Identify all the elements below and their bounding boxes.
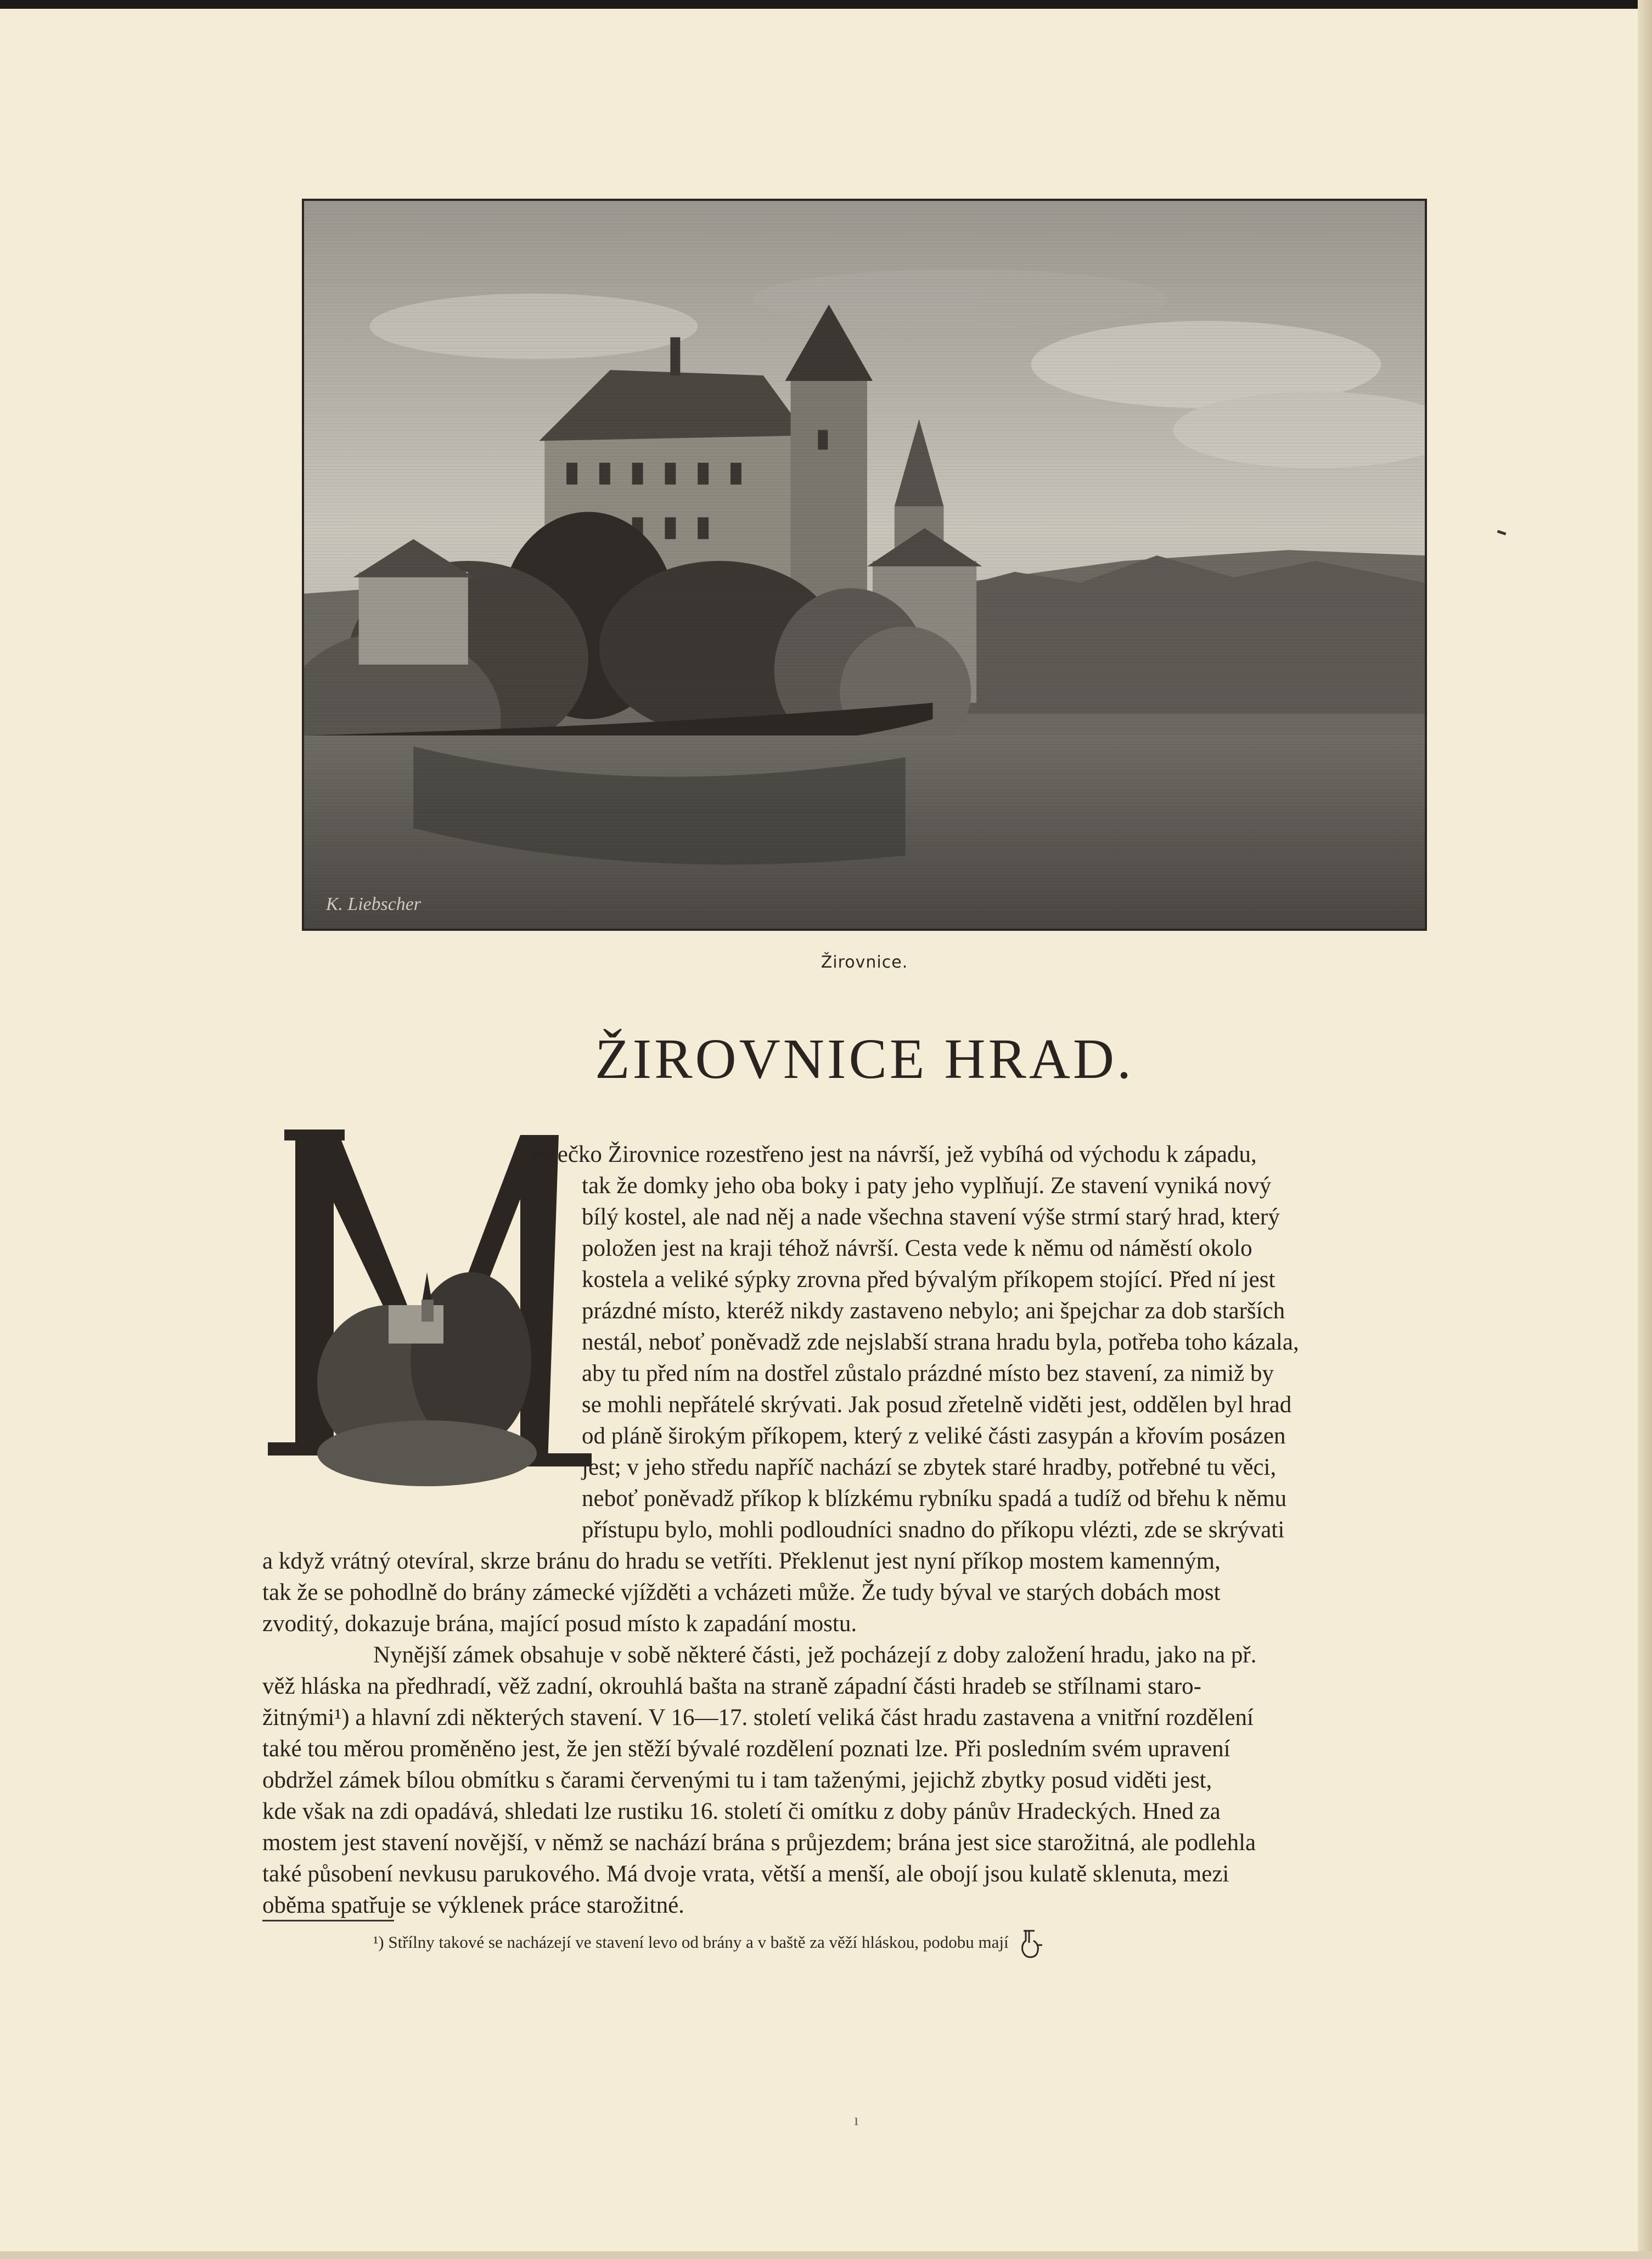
p1-line-8: aby tu před ním na dostřel zůstalo prázdné místo bez stavení, za nimiž by — [582, 1361, 1274, 1386]
page-edge-bottom — [0, 2251, 1652, 2259]
decorative-initial — [262, 1124, 592, 1503]
p1-line-11: jest; v jeho středu napříč nachází se zbytek staré hradby, potřebné tu věci, — [582, 1454, 1277, 1480]
footnote-text: ¹) Střílny takové se nacházejí ve stavení levo od brány a v baště za věží hláskou, podobu mají — [373, 1932, 1009, 1952]
p2-line-6: kde však na zdi opadává, shledati lze rustiku 16. století či omítku z doby pánův Hradeckých. Hned za — [262, 1799, 1221, 1824]
p2-line-7: mostem jest stavení novější, v němž se nachází brána s průjezdem; brána jest sice starožitná, ale podlehla — [262, 1830, 1256, 1856]
footnote — [373, 1929, 1043, 1959]
p1-line-3: bílý kostel, ale nad něj a nade všechna stavení výše strmí starý hrad, který — [582, 1204, 1280, 1230]
engraving-hatching — [304, 201, 1425, 929]
p2-line-1: Nynější zámek obsahuje v sobě některé části, jež pocházejí z doby založení hradu, jako na př. — [373, 1642, 1257, 1668]
p1-line-2: tak že domky jeho oba boky i paty jeho vyplňují. Ze stavení vyniká nový — [582, 1173, 1272, 1199]
p1-line-4: položen jest na kraji téhož návrší. Cesta vede k němu od náměstí okolo — [582, 1235, 1252, 1261]
p1-line-7: nestál, neboť poněvadž zde nejslabší strana hradu byla, potřeba toho kázala, — [582, 1329, 1299, 1355]
castle-engraving — [302, 199, 1427, 931]
artist-signature: K. Liebscher — [325, 894, 421, 915]
article-title: ŽIROVNICE HRAD. — [594, 1027, 1134, 1091]
footnote-rule — [262, 1920, 394, 1921]
p2-line-5: obdržel zámek bílou obmítku s čarami červenými tu i tam taženými, jejichž zbytky posud viděti jest, — [262, 1767, 1212, 1793]
vignette-trees — [317, 1272, 537, 1486]
p1-line-15: tak že se pohodlně do brány zámecké vjížděti a vcházeti může. Že tudy býval ve starých dobách most — [262, 1580, 1221, 1605]
page-mark: ı — [854, 2111, 859, 2129]
loophole-shape-icon — [1018, 1929, 1043, 1959]
p1-line-10: od pláně širokým příkopem, který z veliké části zasypán a křovím posázen — [582, 1423, 1286, 1449]
initial-m-vignette — [262, 1124, 592, 1503]
p2-line-9: oběma spatřuje se výklenek práce starožitné. — [262, 1892, 684, 1918]
p2-line-4: také tou měrou proměněno jest, že jen stěží bývalé rozdělení poznati lze. Při posledním svém upravení — [262, 1736, 1230, 1762]
p1-line-13: přístupu bylo, mohli podloudníci snadno do příkopu vlézti, zde se skrývati — [582, 1517, 1285, 1543]
p1-line-5: kostela a veliké sýpky zrovna před bývalým příkopem stojící. Před ní jest — [582, 1267, 1275, 1293]
p1-line-12: neboť poněvadž příkop k blízkému rybníku spadá a tudíž od břehu k němu — [582, 1486, 1287, 1511]
p1-line-6: prázdné místo, kteréž nikdy zastaveno nebylo; ani špejchar za dob starších — [582, 1298, 1285, 1324]
initial-letter-text: M — [262, 1124, 263, 1125]
p1-line-16: zvoditý, dokazuje brána, mající posud místo k zapadání mostu. — [262, 1611, 857, 1637]
page-edge-top — [0, 0, 1652, 9]
ink-speck — [1497, 530, 1507, 536]
p1-line-1: ěstečko Žirovnice rozestřeno jest na návrší, jež vybíhá od východu k západu, — [531, 1142, 1257, 1167]
page-edge-right — [1638, 0, 1652, 2259]
figure-caption: Žirovnice. — [821, 953, 908, 972]
p1-line-9: se mohli nepřátelé skrývati. Jak posud zřetelně viděti jest, oddělen byl hrad — [582, 1392, 1292, 1418]
p1-line-14: a když vrátný otevíral, skrze bránu do hradu se vetříti. Překlenut jest nyní příkop mostem kamenným, — [262, 1548, 1221, 1574]
castle-engraving-art — [304, 201, 1425, 929]
p2-line-8: také působení nevkusu parukového. Má dvoje vrata, větší a menší, ale obojí jsou kulatě sklenuta, mezi — [262, 1861, 1229, 1887]
p2-line-2: věž hláska na předhradí, věž zadní, okrouhlá bašta na straně západní části hradeb se střílnami staro- — [262, 1673, 1201, 1699]
p2-line-3: žitnými¹) a hlavní zdi některých stavení. V 16—17. století veliká část hradu zastavena a vnitřní rozdělení — [262, 1705, 1254, 1730]
